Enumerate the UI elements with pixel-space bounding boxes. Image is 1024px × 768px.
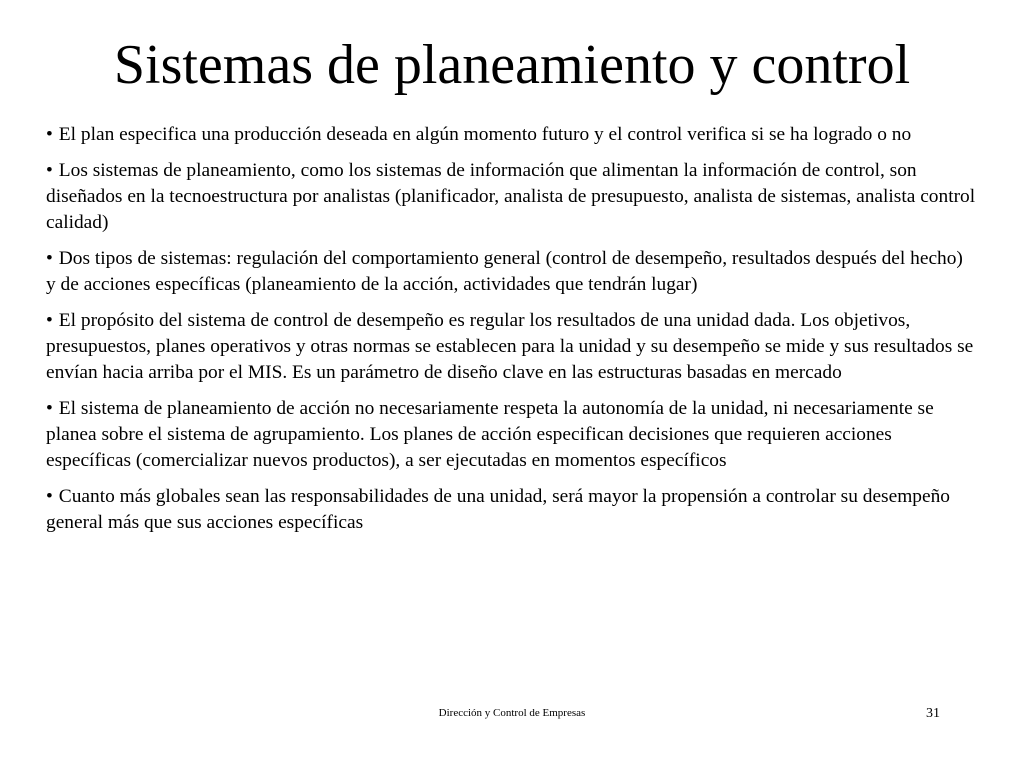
bullet-mark: • (46, 486, 53, 507)
bullet-mark: • (46, 124, 53, 145)
bullet-list (46, 122, 976, 546)
bullet-text: Los sistemas de planeamiento, como los sistemas de información que alimentan la información de control, son diseñados en la tecnoestructura por analistas (planificador, analista de presupuesto, analista de sistemas, analista control calidad) (46, 160, 976, 233)
bullet-mark: • (46, 398, 53, 419)
bullet-text: Dos tipos de sistemas: regulación del comportamiento general (control de desempeño, resultados después del hecho) y de acciones específicas (planeamiento de la acción, actividades que tendrán lugar) (46, 248, 963, 295)
footer-text: Dirección y Control de Empresas (438, 707, 586, 719)
bullet-item (46, 246, 976, 298)
bullet-text: El sistema de planeamiento de acción no necesariamente respeta la autonomía de la unidad, ni necesariamente se planea sobre el sistema de agrupamiento. Los planes de acción especifican decisiones que requieren acciones específicas (comercializar nuevos productos), a ser ejecutadas en momentos específicos (46, 398, 934, 471)
bullet-item (46, 308, 976, 386)
bullet-item (46, 122, 976, 148)
page-number: 31 (926, 706, 940, 721)
bullet-mark: • (46, 160, 53, 181)
bullet-item (46, 396, 976, 474)
bullet-text: Cuanto más globales sean las responsabilidades de una unidad, será mayor la propensión a controlar su desempeño general más que sus acciones específicas (46, 486, 950, 533)
bullet-item (46, 158, 976, 236)
bullet-text: El propósito del sistema de control de desempeño es regular los resultados de una unidad dada. Los objetivos, presupuestos, planes operativos y otras normas se establecen para la unidad y su desempeño se mide y sus resultados se envían hacia arriba por el MIS. Es un parámetro de diseño clave en las estructuras basadas en mercado (46, 310, 974, 383)
bullet-mark: • (46, 248, 53, 269)
bullet-mark: • (46, 310, 53, 331)
bullet-text: El plan especifica una producción deseada en algún momento futuro y el control verifica si se ha logrado o no (58, 124, 912, 145)
bullet-item (46, 484, 976, 536)
slide-title: Sistemas de planeamiento y control (113, 34, 911, 96)
